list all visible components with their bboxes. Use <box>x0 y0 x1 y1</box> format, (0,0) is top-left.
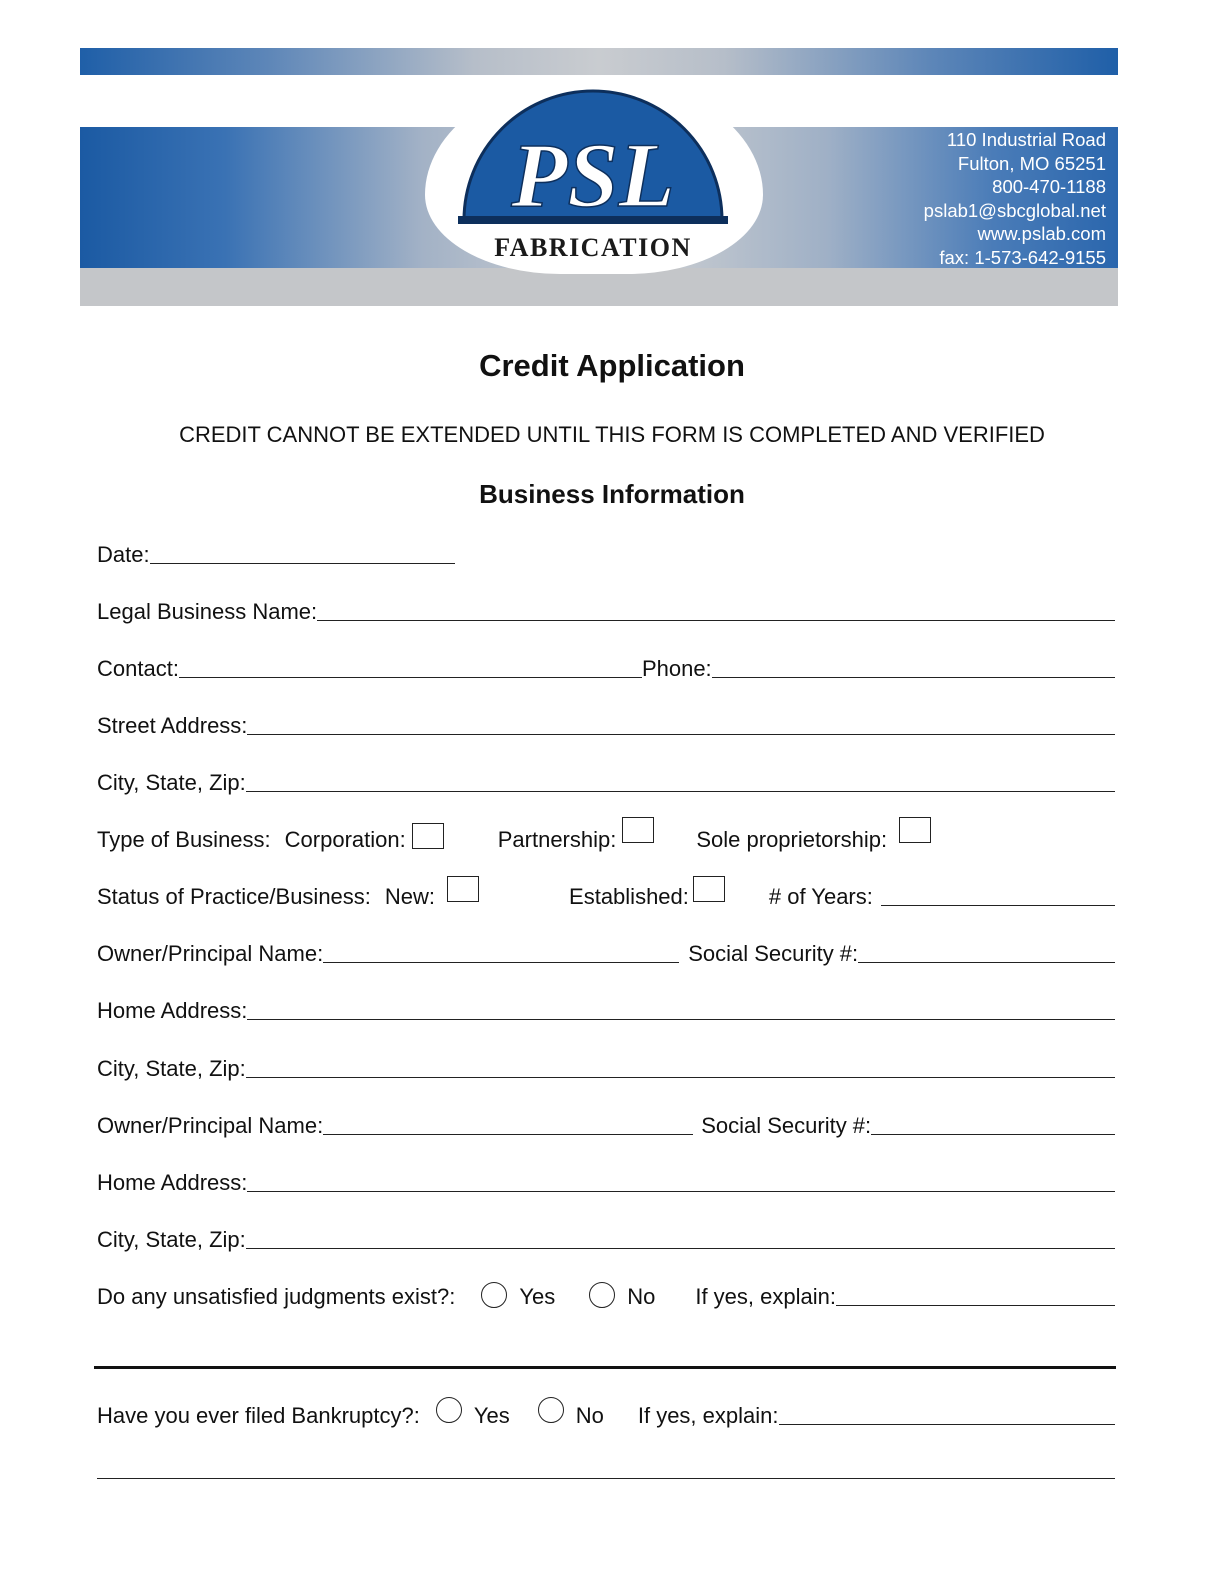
company-phone: 800-470-1188 <box>992 176 1106 198</box>
contact-label: Contact: <box>97 656 179 681</box>
legal-business-name-label: Legal Business Name: <box>97 599 318 624</box>
bankruptcy-explain-field[interactable] <box>779 1423 1116 1425</box>
judgments-label: Do any unsatisfied judgments exist?: <box>97 1284 456 1309</box>
status-row <box>97 880 1115 910</box>
owner-2-home-address-label: Home Address: <box>97 1170 248 1195</box>
owner-1-home-address-label: Home Address: <box>97 998 248 1023</box>
judgments-no-label: No <box>627 1284 656 1309</box>
established-checkbox[interactable] <box>693 876 725 902</box>
bankruptcy-row <box>97 1399 1115 1429</box>
owner-2-city-state-zip-field[interactable] <box>246 1247 1115 1249</box>
judgments-no-radio[interactable] <box>589 1282 615 1308</box>
street-address-row <box>97 709 1115 739</box>
owner-2-city-state-zip-row <box>97 1223 1115 1253</box>
status-label: Status of Practice/Business: <box>97 884 371 909</box>
page-title: Credit Application <box>479 348 745 383</box>
bankruptcy-label: Have you ever filed Bankruptcy?: <box>97 1403 420 1428</box>
owner-1-home-address-field[interactable] <box>247 1018 1115 1020</box>
date-row <box>97 538 1115 568</box>
owner-1-name-label: Owner/Principal Name: <box>97 941 324 966</box>
corporation-label: Corporation: <box>284 827 406 852</box>
banner-top-strip <box>80 48 1118 75</box>
partnership-label: Partnership: <box>497 827 617 852</box>
sole-proprietorship-checkbox[interactable] <box>899 817 931 843</box>
owner-2-ssn-field[interactable] <box>871 1133 1115 1135</box>
owner-2-name-row <box>97 1109 1115 1139</box>
letterhead-banner <box>80 48 1118 306</box>
psl-fabrication-logo <box>458 88 728 268</box>
owner-2-name-label: Owner/Principal Name: <box>97 1113 324 1138</box>
phone-field[interactable] <box>712 676 1115 678</box>
owner-1-city-state-zip-row <box>97 1052 1115 1082</box>
credit-notice: CREDIT CANNOT BE EXTENDED UNTIL THIS FORM IS COMPLETED AND VERIFIED <box>179 422 1045 447</box>
sole-proprietorship-label: Sole proprietorship: <box>696 827 888 852</box>
contact-field[interactable] <box>179 676 642 678</box>
company-fax: fax: 1-573-642-9155 <box>939 246 1106 268</box>
owner-2-home-address-row <box>97 1166 1115 1196</box>
date-field[interactable] <box>150 562 455 564</box>
type-of-business-row <box>97 823 1115 853</box>
company-email: pslab1@sbcglobal.net <box>923 199 1106 221</box>
owner-1-ssn-field[interactable] <box>858 961 1115 963</box>
phone-label: Phone: <box>641 656 712 681</box>
owner-1-ssn-label: Social Security #: <box>688 941 859 966</box>
section-title-business-information: Business Information <box>479 479 745 509</box>
bankruptcy-explain-line[interactable] <box>97 1478 1115 1479</box>
company-website: www.pslab.com <box>977 223 1106 245</box>
judgments-row <box>97 1280 1115 1310</box>
bankruptcy-yes-label: Yes <box>473 1403 510 1428</box>
contact-phone-row <box>97 652 1115 682</box>
type-of-business-label: Type of Business: <box>97 827 271 852</box>
legal-business-name-field[interactable] <box>317 619 1115 621</box>
owner-2-home-address-field[interactable] <box>247 1190 1115 1192</box>
years-label: # of Years: <box>768 884 873 909</box>
judgments-explain-label: If yes, explain: <box>695 1284 836 1309</box>
years-field[interactable] <box>881 904 1115 906</box>
bankruptcy-no-label: No <box>575 1403 604 1428</box>
owner-2-name-field[interactable] <box>323 1133 693 1135</box>
logo-text: PSL <box>511 124 675 226</box>
owner-2-city-state-zip-label: City, State, Zip: <box>97 1227 246 1252</box>
bankruptcy-yes-radio[interactable] <box>436 1397 462 1423</box>
contact-block <box>924 128 1106 270</box>
new-checkbox[interactable] <box>447 876 479 902</box>
established-label: Established: <box>569 884 689 909</box>
logo-subtext: FABRICATION <box>494 233 692 262</box>
judgments-explain-line[interactable] <box>94 1366 1116 1369</box>
owner-2-ssn-label: Social Security #: <box>701 1113 872 1138</box>
legal-business-name-row <box>97 595 1115 625</box>
owner-1-home-address-row <box>97 994 1115 1024</box>
street-address-field[interactable] <box>247 733 1115 735</box>
owner-1-city-state-zip-label: City, State, Zip: <box>97 1056 246 1081</box>
bankruptcy-explain-label: If yes, explain: <box>637 1403 779 1428</box>
owner-1-city-state-zip-field[interactable] <box>246 1076 1115 1078</box>
address-line-1: 110 Industrial Road <box>946 129 1106 150</box>
corporation-checkbox[interactable] <box>412 823 444 849</box>
address-line-2: Fulton, MO 65251 <box>957 152 1106 174</box>
new-label: New: <box>384 884 436 909</box>
business-city-state-zip-row <box>97 766 1115 796</box>
date-label: Date: <box>97 542 150 567</box>
business-city-state-zip-field[interactable] <box>246 790 1115 792</box>
partnership-checkbox[interactable] <box>622 817 654 843</box>
street-address-label: Street Address: <box>97 713 248 738</box>
owner-1-name-field[interactable] <box>323 961 679 963</box>
judgments-yes-label: Yes <box>519 1284 556 1309</box>
judgments-explain-field[interactable] <box>836 1304 1115 1306</box>
judgments-yes-radio[interactable] <box>481 1282 507 1308</box>
bankruptcy-no-radio[interactable] <box>538 1397 564 1423</box>
city-state-zip-label: City, State, Zip: <box>97 770 246 795</box>
owner-1-name-row <box>97 937 1115 967</box>
